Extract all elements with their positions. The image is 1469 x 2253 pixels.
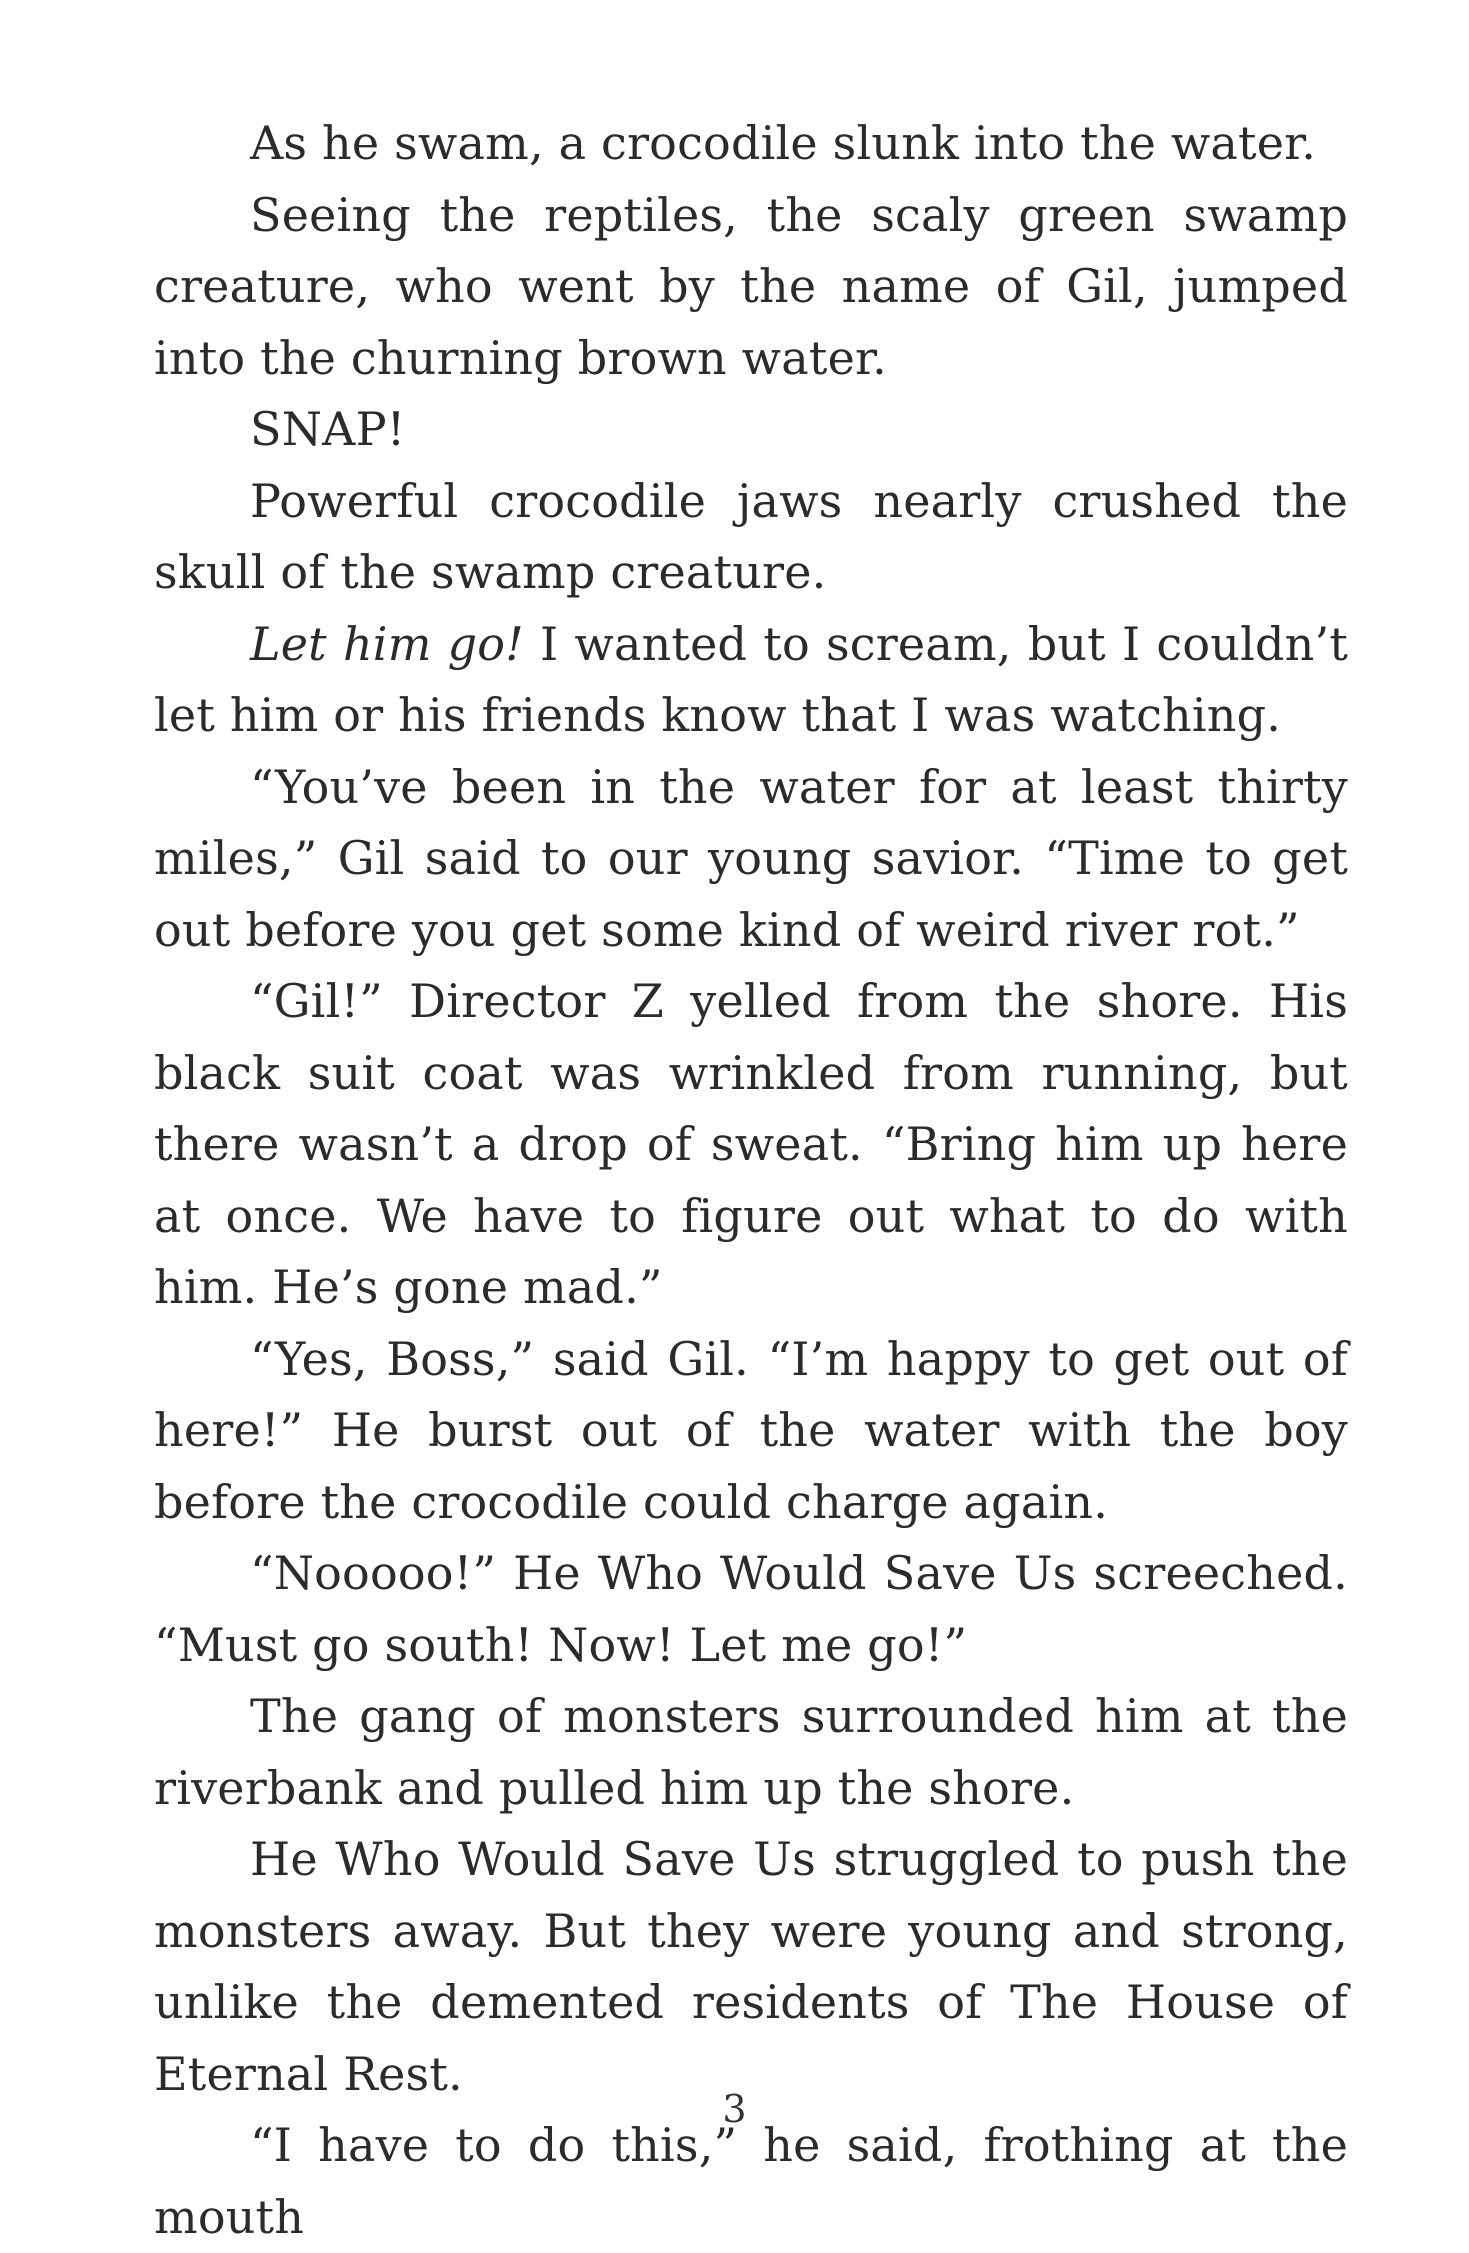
page-number: 3 — [722, 2087, 747, 2131]
paragraph-5 — [154, 609, 1348, 752]
paragraph-6: “You’ve been in the water for at least thirty miles,” Gil said to our young savior. “Time to get out before you get some kind of weird river rot.” — [154, 759, 1348, 957]
paragraph-2: Seeing the reptiles, the scaly green swamp creature, who went by the name of Gil, jumped into the churning brown water. — [154, 187, 1348, 385]
body-text — [154, 108, 1348, 2253]
paragraph-11: He Who Would Save Us struggled to push the monsters away. But they were young and strong, unlike the demented residents of The House of Eternal Rest. — [154, 1832, 1348, 2101]
paragraph-5-rest: I wanted to scream, but I couldn’t let him or his friends know that I was watching. — [154, 616, 1348, 742]
paragraph-9: “Nooooo!” He Who Would Save Us screeched. “Must go south! Now! Let me go!” — [154, 1546, 1348, 1672]
paragraph-4: Powerful crocodile jaws nearly crushed the skull of the swamp creature. — [154, 473, 1348, 599]
paragraph-8: “Yes, Boss,” said Gil. “I’m happy to get out of here!” He burst out of the water with the boy before the crocodile could charge again. — [154, 1331, 1348, 1529]
italic-thought: Let him go! — [250, 616, 524, 671]
paragraph-1: As he swam, a crocodile slunk into the water. — [250, 116, 1317, 170]
paragraph-10: The gang of monsters surrounded him at the riverbank and pulled him up the shore. — [154, 1689, 1348, 1815]
paragraph-12: “I have to do this,” he said, frothing at the mouth — [154, 2118, 1348, 2244]
paragraph-3: SNAP! — [250, 402, 406, 456]
paragraph-7: “Gil!” Director Z yelled from the shore. His black suit coat was wrinkled from running, but there wasn’t a drop of sweat. “Bring him up here at once. We have to figure out what to do with him. He’s gone mad.” — [154, 974, 1348, 1314]
